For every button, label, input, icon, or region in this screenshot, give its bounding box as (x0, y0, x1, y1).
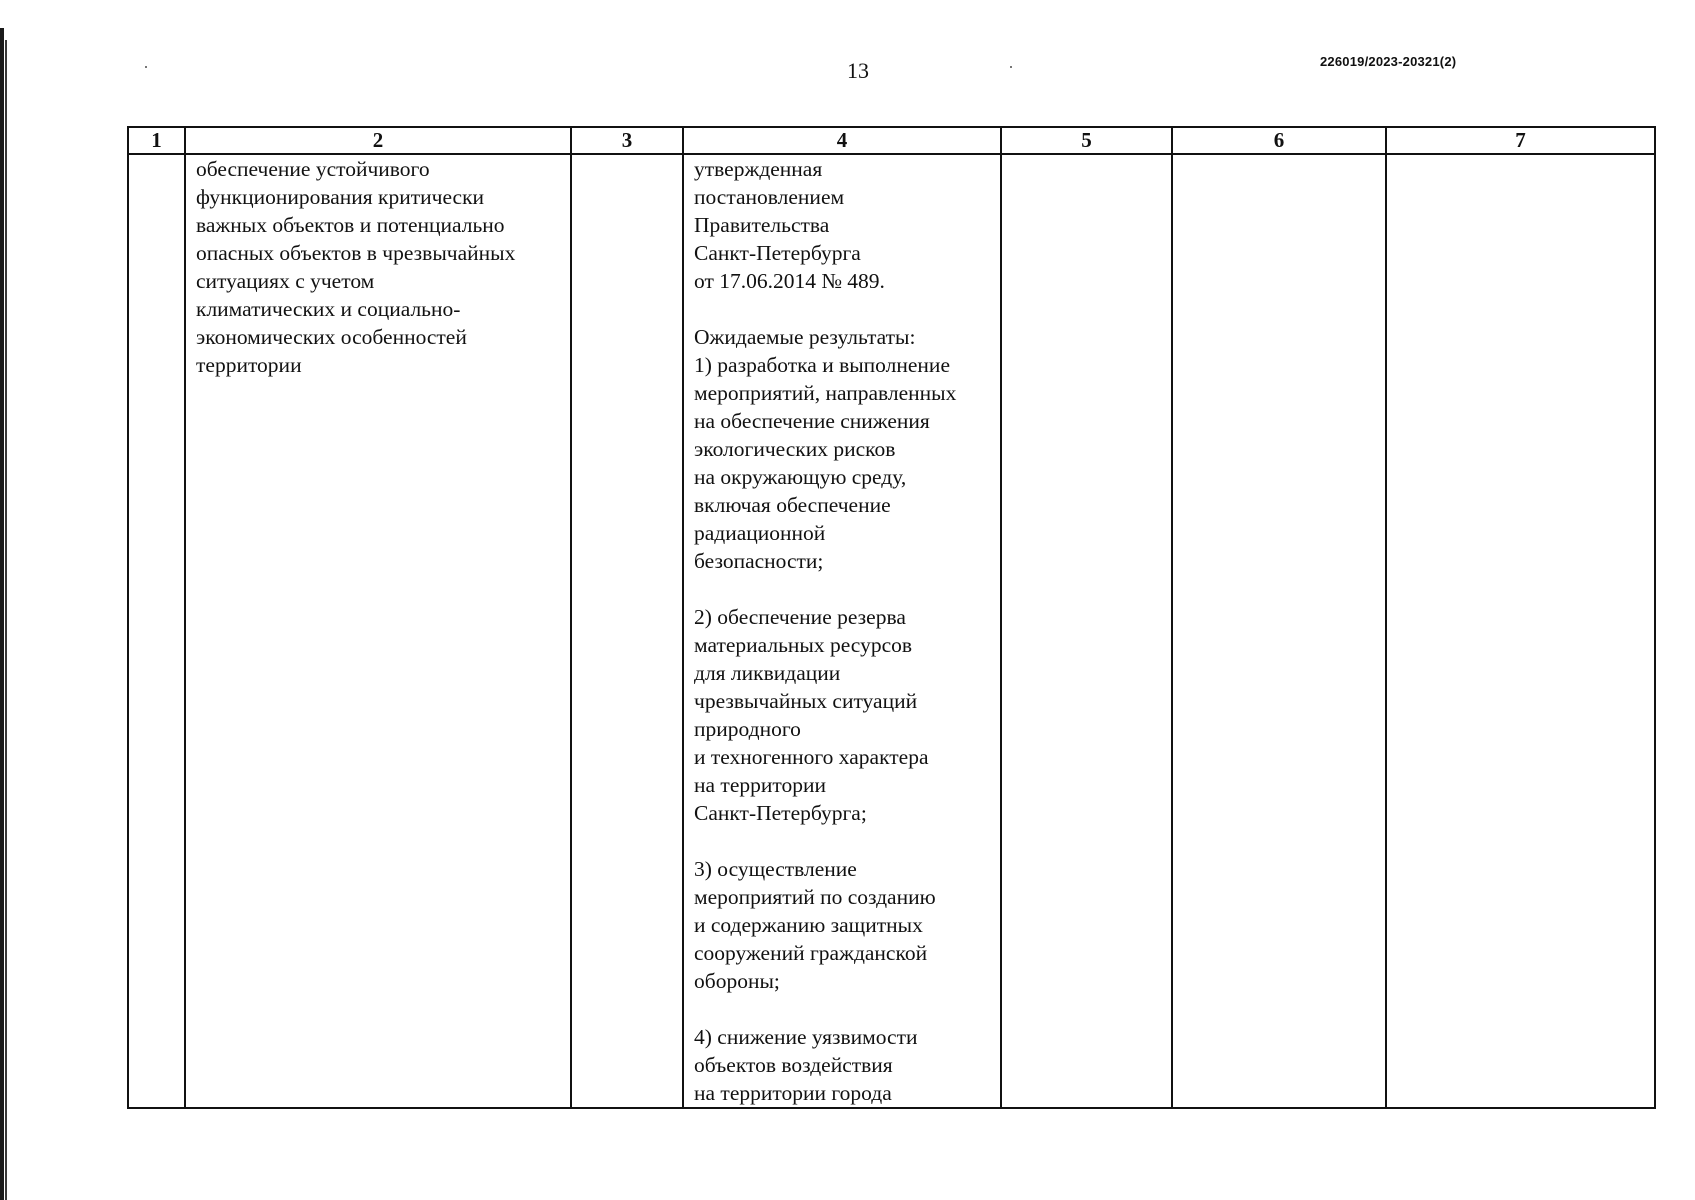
cell-col1 (128, 154, 185, 1108)
document-table (127, 126, 1656, 1109)
scan-edge-mark-inner (5, 40, 7, 1200)
cell-col2-task-description: обеспечение устойчивого функционирования критически важных объектов и потенциально опасных объектов в чрезвычайных ситуациях с учетом климатических и социально- экономических особенностей территории (185, 154, 571, 1108)
cell-col3 (571, 154, 683, 1108)
scan-edge-mark (0, 28, 4, 1200)
cell-col4-expected-results: утвержденная постановлением Правительства Санкт-Петербурга от 17.06.2014 № 489. Ожидаемые результаты: 1) разработка и выполнение мероприятий, направленных на обеспечение снижения экологических рисков на окружающую среду, включая обеспечение радиационной безопасности; 2) обеспечение резерва материальных ресурсов для ликвидации чрезвычайных ситуаций природного и техногенного характера на территории Санкт-Петербурга; 3) осуществление мероприятий по созданию и содержанию защитных сооружений гражданской обороны; 4) снижение уязвимости объектов воздействия на территории города (683, 154, 1001, 1108)
column-header-7: 7 (1386, 127, 1655, 154)
column-header-5: 5 (1001, 127, 1172, 154)
column-header-2: 2 (185, 127, 571, 154)
scan-speck (145, 66, 147, 68)
table-row (128, 154, 1655, 1108)
scan-speck (1010, 66, 1012, 68)
column-header-6: 6 (1172, 127, 1386, 154)
column-header-4: 4 (683, 127, 1001, 154)
column-header-1: 1 (128, 127, 185, 154)
cell-col6 (1172, 154, 1386, 1108)
cell-col7 (1386, 154, 1655, 1108)
page-number: 13 (847, 58, 869, 83)
cell-col5 (1001, 154, 1172, 1108)
table-header-row (128, 127, 1655, 154)
column-header-3: 3 (571, 127, 683, 154)
document-registration-number: 226019/2023-20321(2) (1320, 54, 1457, 69)
